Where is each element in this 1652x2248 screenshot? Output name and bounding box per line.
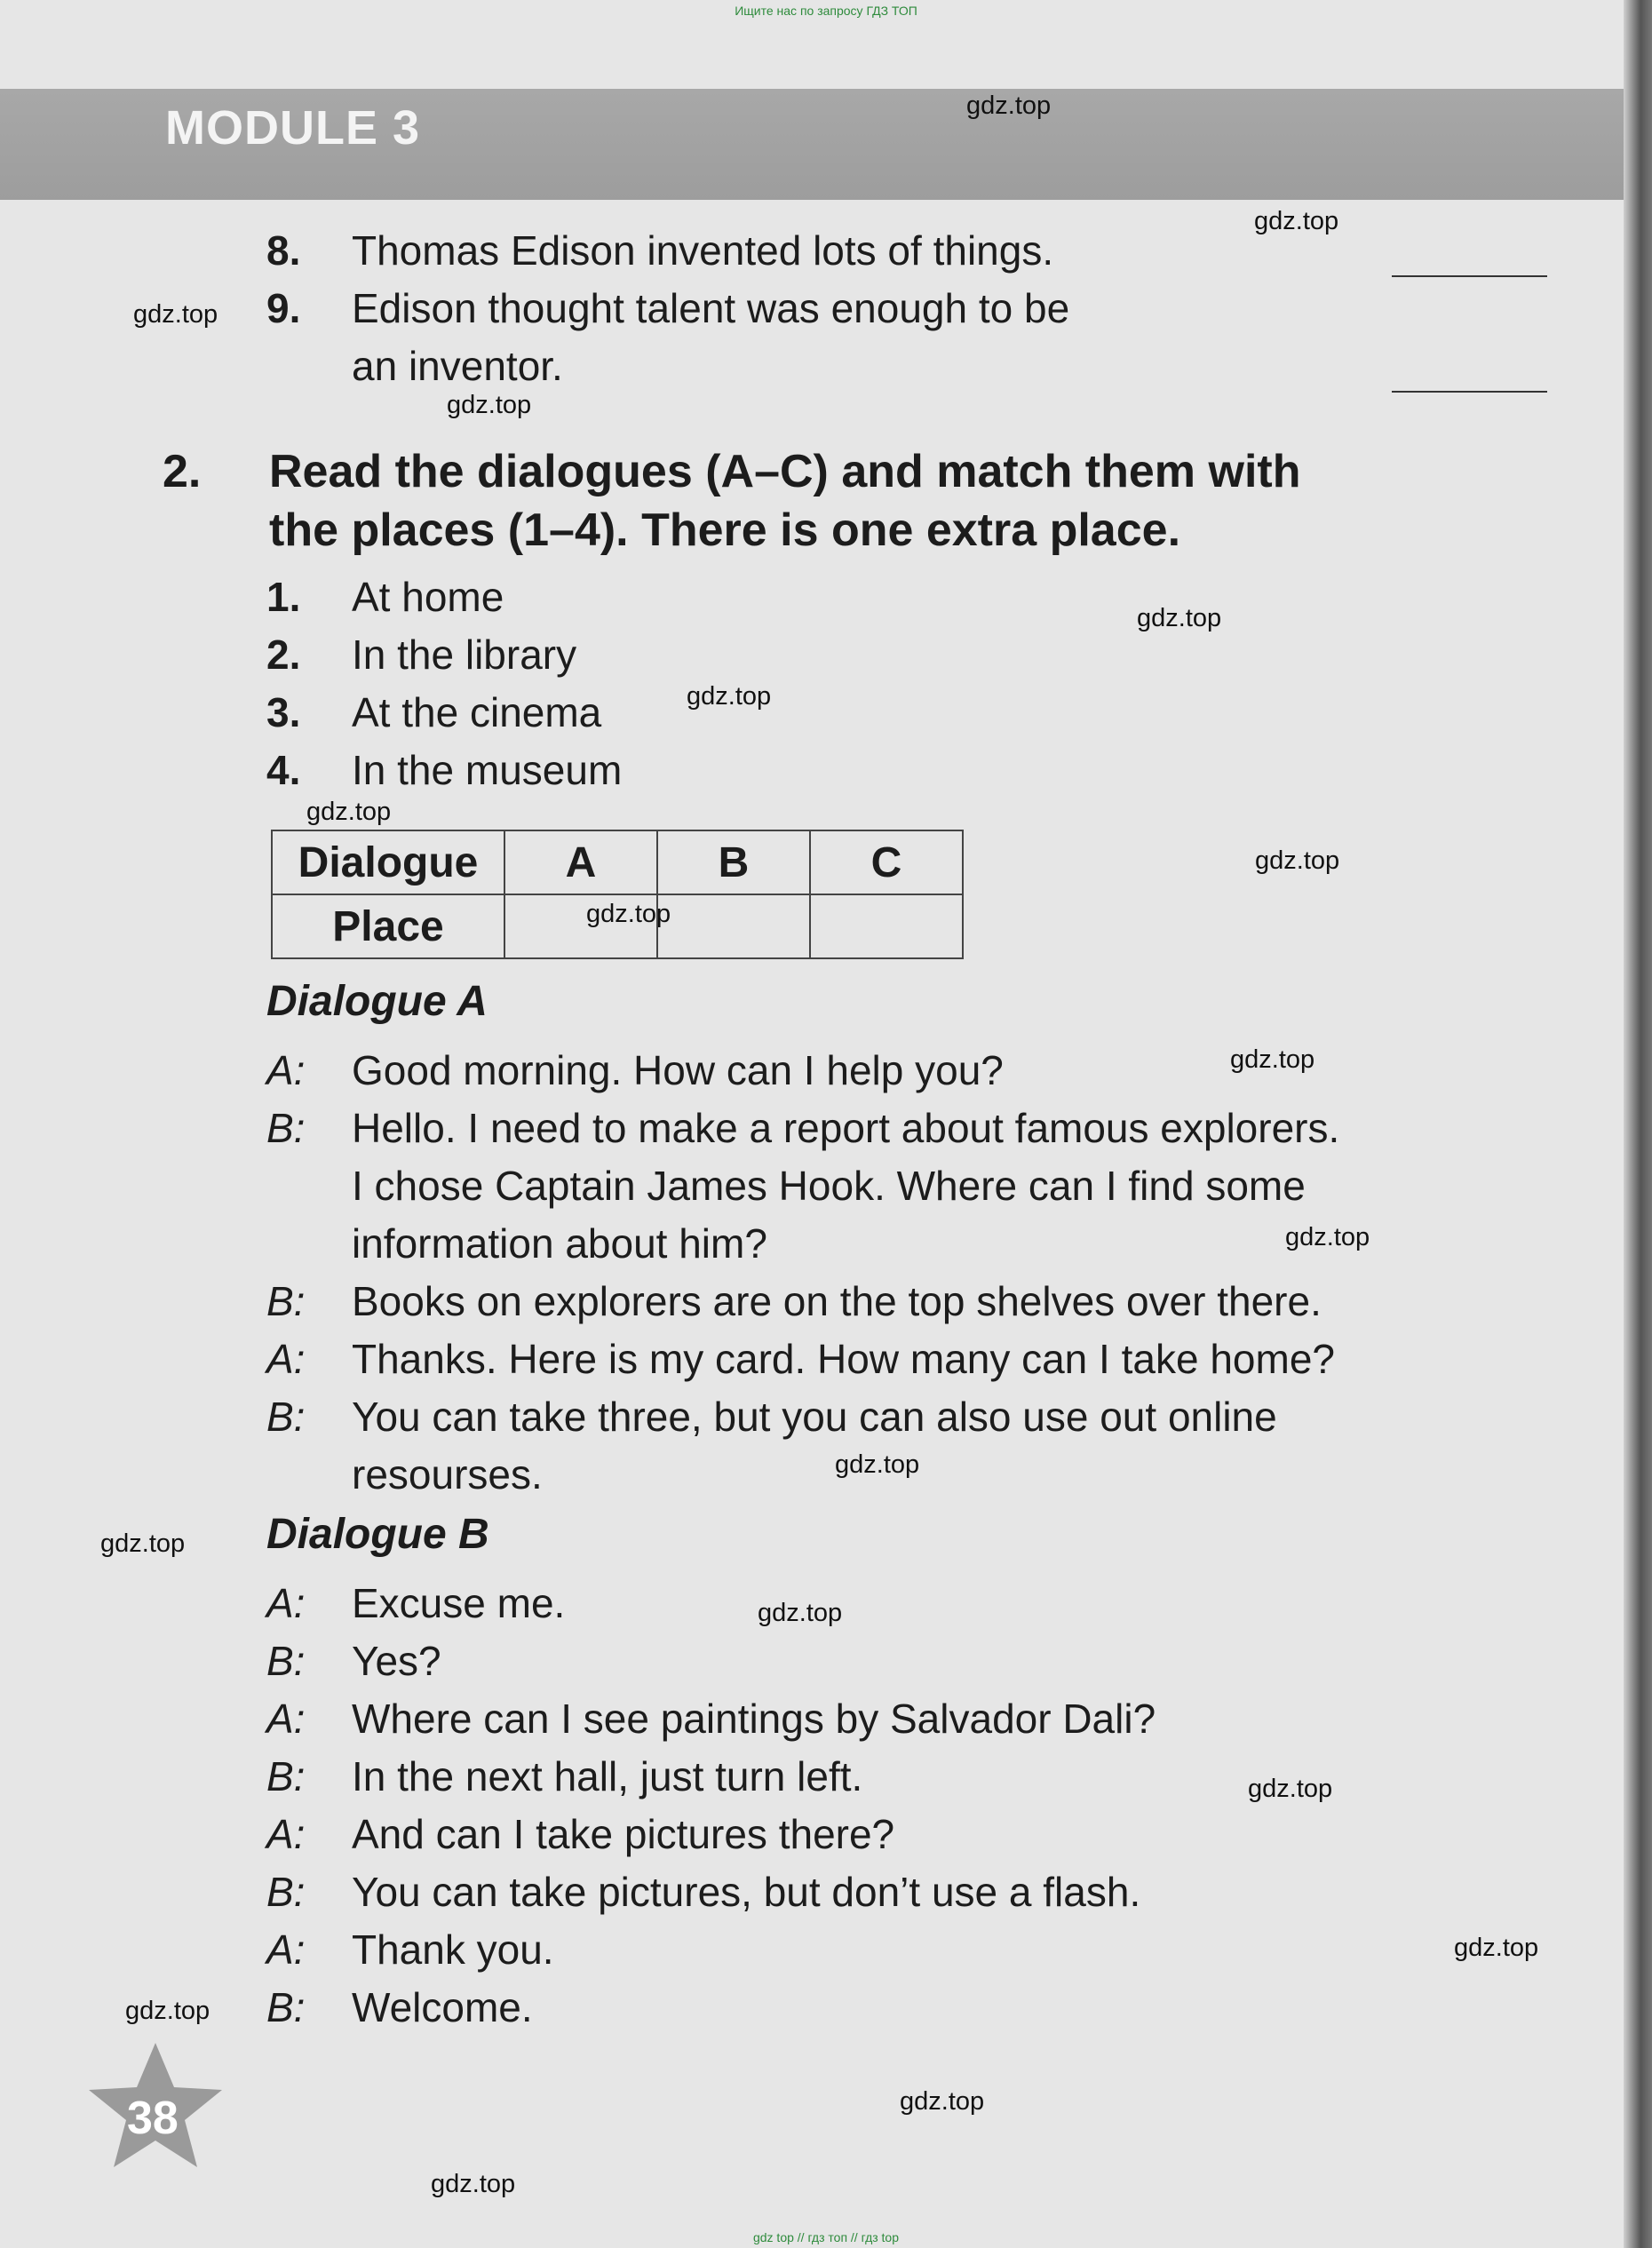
watermark: gdz.top [1248, 1775, 1333, 1803]
place-label: In the library [352, 632, 577, 678]
watermark: gdz.top [900, 2087, 985, 2116]
answer-cell-c[interactable] [810, 894, 963, 958]
speaker-label: A: [266, 1580, 306, 1626]
table-row-label-place: Place [272, 894, 504, 958]
dialogue-a-title: Dialogue A [266, 978, 488, 1025]
place-number: 1. [266, 574, 301, 620]
dialogue-line: Books on explorers are on the top shelves over there. [352, 1278, 1322, 1324]
dialogue-line: Hello. I need to make a report about famous explorers. [352, 1105, 1340, 1151]
place-4 [266, 746, 622, 794]
dialogue-line: You can take three, but you can also use out online [352, 1394, 1277, 1440]
dialogue-line: In the next hall, just turn left. [352, 1753, 863, 1799]
watermark: gdz.top [1255, 846, 1340, 875]
dialogue-line: And can I take pictures there? [352, 1811, 895, 1857]
place-number: 4. [266, 747, 301, 793]
statement-number: 9. [266, 285, 301, 331]
place-1 [266, 573, 504, 621]
dialogue-line: Thanks. Here is my card. How many can I take home? [352, 1336, 1335, 1382]
place-number: 3. [266, 689, 301, 735]
answer-blank-9[interactable] [1392, 391, 1547, 393]
table-header-b: B [657, 830, 810, 894]
watermark: gdz.top [1454, 1934, 1539, 1962]
dialogue-line: resourses. [352, 1451, 543, 1497]
dialogue-line: information about him? [352, 1220, 767, 1267]
watermark: gdz.top [966, 91, 1052, 120]
watermark: gdz.top [1230, 1045, 1315, 1074]
answer-cell-b[interactable] [657, 894, 810, 958]
statement-9 [266, 284, 1069, 332]
speaker-label: A: [266, 1696, 306, 1742]
speaker-label: A: [266, 1047, 306, 1093]
speaker-label: B: [266, 1638, 306, 1684]
speaker-label: B: [266, 1105, 306, 1151]
module-title: MODULE 3 [165, 101, 421, 155]
watermark: gdz.top [306, 798, 392, 826]
page-edge-shadow [1624, 0, 1652, 2248]
watermark: gdz.top [1137, 604, 1222, 632]
statement-number: 8. [266, 227, 301, 274]
speaker-label: B: [266, 1278, 306, 1324]
speaker-label: B: [266, 1394, 306, 1440]
task-number: 2. [163, 446, 202, 497]
watermark: gdz.top [835, 1450, 920, 1479]
statement-text: Thomas Edison invented lots of things. [352, 227, 1054, 274]
page-number: 38 [127, 2093, 179, 2144]
speaker-label: A: [266, 1811, 306, 1857]
table-header-c: C [810, 830, 963, 894]
bottom-note: gdz top // гдз топ // гдз top [752, 2230, 900, 2244]
speaker-label: B: [266, 1984, 306, 2030]
watermark: gdz.top [100, 1529, 186, 1558]
place-2 [266, 631, 576, 679]
table-header-dialogue: Dialogue [272, 830, 504, 894]
answer-blank-8[interactable] [1392, 275, 1547, 277]
dialogue-line: I chose Captain James Hook. Where can I find some [352, 1163, 1306, 1209]
place-3 [266, 688, 601, 736]
speaker-label: A: [266, 1926, 306, 1973]
dialogue-line: Where can I see paintings by Salvador Dali? [352, 1696, 1156, 1742]
speaker-label: B: [266, 1753, 306, 1799]
watermark: gdz.top [431, 2170, 516, 2198]
watermark: gdz.top [1254, 207, 1339, 235]
watermark: gdz.top [758, 1599, 843, 1627]
dialogue-b-title: Dialogue B [266, 1511, 489, 1558]
task-instruction [163, 442, 1548, 560]
place-label: At home [352, 574, 504, 620]
watermark: gdz.top [133, 300, 218, 329]
place-label: At the cinema [352, 689, 602, 735]
dialogue-line: Thank you. [352, 1926, 554, 1973]
place-label: In the museum [352, 747, 623, 793]
speaker-label: B: [266, 1869, 306, 1915]
task-line-2: the places (1–4). There is one extra place. [269, 504, 1181, 556]
match-table [271, 830, 964, 959]
watermark: gdz.top [447, 391, 532, 419]
task-line-1: Read the dialogues (A–C) and match them with [269, 446, 1301, 497]
dialogue-line: Excuse me. [352, 1580, 566, 1626]
statement-8 [266, 226, 1053, 274]
statement-9-continued: an inventor. [352, 343, 563, 389]
watermark: gdz.top [687, 682, 772, 711]
place-number: 2. [266, 632, 301, 678]
dialogue-line: Good morning. How can I help you? [352, 1047, 1004, 1093]
watermark: gdz.top [125, 1997, 210, 2025]
speaker-label: A: [266, 1336, 306, 1382]
dialogue-line: You can take pictures, but don’t use a flash. [352, 1869, 1141, 1915]
dialogue-line: Yes? [352, 1638, 441, 1684]
statement-text: Edison thought talent was enough to be [352, 285, 1070, 331]
watermark: gdz.top [1285, 1223, 1370, 1251]
table-header-a: A [504, 830, 657, 894]
watermark: gdz.top [586, 900, 671, 928]
dialogue-line: Welcome. [352, 1984, 533, 2030]
top-note: Ищите нас по запросу ГДЗ ТОП [735, 4, 917, 18]
